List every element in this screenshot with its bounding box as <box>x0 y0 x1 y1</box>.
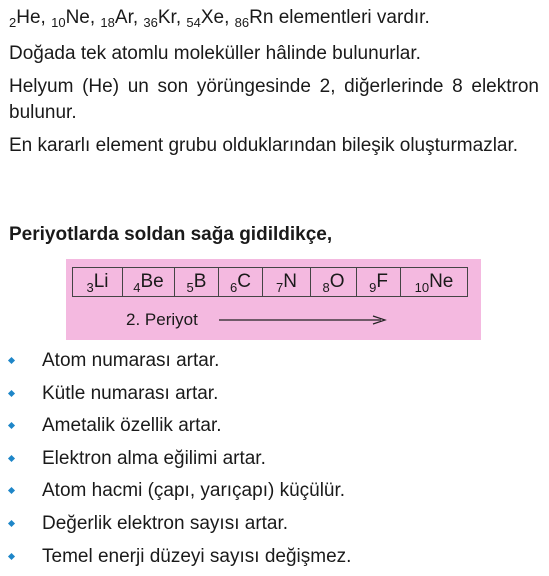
element-cell <box>123 268 175 296</box>
element-symbol: O <box>329 271 345 292</box>
list-item <box>0 381 351 414</box>
element-symbol: He <box>16 7 41 28</box>
paragraph-helium-electrons: Helyum (He) un son yörüngesinde 2, diğerlerinde 8 elektron bulunur. <box>9 76 539 123</box>
element-cell <box>311 268 357 296</box>
element-number: 36 <box>143 15 158 30</box>
period-diagram <box>66 259 481 340</box>
list-item <box>0 544 351 576</box>
diamond-bullet-icon <box>8 520 15 527</box>
element-symbol: Kr <box>157 7 176 28</box>
period-label: 2. Periyot <box>126 310 198 329</box>
element-symbol: Be <box>140 271 164 292</box>
paragraph-stability: En kararlı element grubu olduklarından bileşik oluşturmazlar. <box>9 135 519 156</box>
element-symbol: Ar <box>114 7 133 28</box>
element-symbol: C <box>237 271 251 292</box>
element-cell <box>175 268 219 296</box>
section-heading: Periyotlarda soldan sağa gidildikçe, <box>9 224 333 245</box>
element-symbol: Ne <box>429 271 454 292</box>
diamond-bullet-icon <box>8 422 15 429</box>
diamond-bullet-icon <box>8 455 15 462</box>
diamond-bullet-icon <box>8 357 15 364</box>
list-item-text: Elektron alma eğilimi artar. <box>42 447 266 469</box>
right-arrow-icon <box>219 314 389 326</box>
list-item <box>0 511 351 544</box>
element-number: 4 <box>133 280 141 295</box>
list-item-text: Değerlik elektron sayısı artar. <box>42 512 289 534</box>
list-item <box>0 446 351 479</box>
element-symbol: Rn <box>249 7 274 28</box>
list-item <box>0 478 351 511</box>
list-item-text: Kütle numarası artar. <box>42 382 219 404</box>
intro-suffix: elementleri vardır. <box>273 7 430 28</box>
list-item-text: Atom numarası artar. <box>42 350 220 371</box>
diamond-bullet-icon <box>8 390 15 397</box>
list-item-text: Atom hacmi (çapı, yarıçapı) küçülür. <box>42 480 346 502</box>
element-number: 86 <box>234 15 250 30</box>
element-cell <box>357 268 401 296</box>
element-number: 10 <box>414 280 430 295</box>
list-item <box>0 348 351 381</box>
element-number: 3 <box>86 280 94 295</box>
element-number: 8 <box>322 280 330 295</box>
element-cell <box>219 268 263 296</box>
element-number: 18 <box>100 15 115 30</box>
element-number: 10 <box>51 15 66 30</box>
element-number: 54 <box>186 15 201 30</box>
trend-list <box>0 348 351 576</box>
element-cell <box>73 268 123 296</box>
noble-gases-intro: $_2$He, $_{10}$Ne, $_{18}$Ar, $_{36}$Kr, $_{54}$Xe, $_{86}$Rn elementleri vardır. <box>9 7 430 30</box>
period-element-row <box>72 267 468 297</box>
element-cell <box>401 268 467 296</box>
element-symbol: Li <box>93 271 109 292</box>
element-symbol: F <box>376 271 388 292</box>
diamond-bullet-icon <box>8 487 15 494</box>
element-symbol: B <box>193 271 207 292</box>
paragraph-monatomic: Doğada tek atomlu moleküller hâlinde bulunurlar. <box>9 43 421 64</box>
list-item-text: Temel enerji düzeyi sayısı değişmez. <box>42 545 352 567</box>
element-number: 7 <box>276 280 284 295</box>
diamond-bullet-icon <box>8 553 15 560</box>
element-number: 2 <box>9 15 17 30</box>
element-number: 5 <box>186 280 194 295</box>
element-symbol: Xe <box>200 7 225 28</box>
element-symbol: Ne <box>65 7 90 28</box>
list-item <box>0 413 351 446</box>
element-cell <box>263 268 311 296</box>
element-number: 6 <box>230 280 238 295</box>
list-item-text: Ametalik özellik artar. <box>42 415 222 437</box>
element-symbol: N <box>283 271 297 292</box>
element-number: 9 <box>369 280 377 295</box>
